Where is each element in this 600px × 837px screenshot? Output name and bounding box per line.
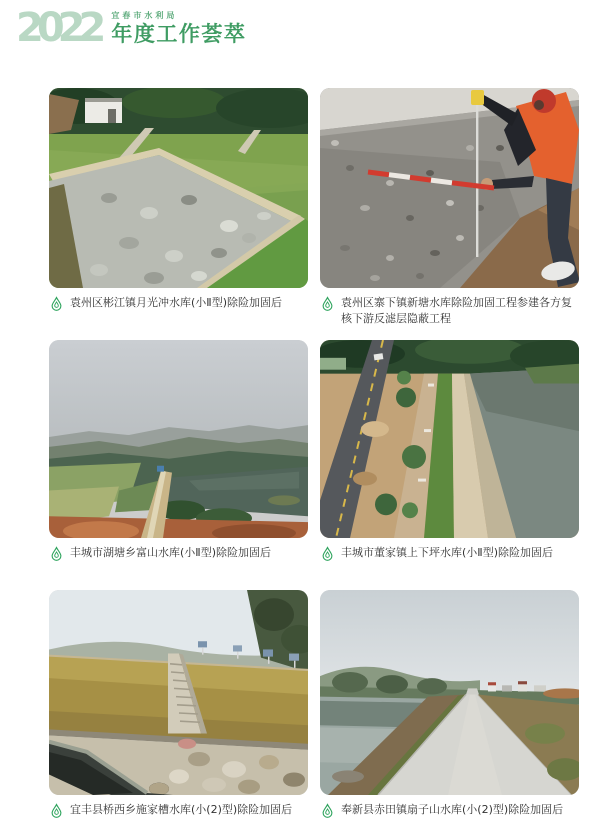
brand-text	[111, 10, 246, 45]
water-drop-icon	[320, 803, 335, 818]
caption-text: 丰城市董家镇上下坪水库(小Ⅱ型)除险加固后	[341, 546, 553, 559]
water-drop-icon	[320, 296, 335, 311]
caption-text: 袁州区寨下镇新塘水库除险加固工程参建各方复核下游反滤层隐蔽工程	[341, 296, 572, 325]
year-wordmark: 2022	[16, 5, 100, 52]
caption-text: 宜丰县桥西乡施家槽水库(小(2)型)除险加固后	[70, 803, 293, 816]
photo-caption	[49, 295, 308, 311]
photo-aerial-reservoir	[49, 340, 308, 538]
gallery-item	[320, 88, 579, 340]
water-drop-icon	[320, 546, 335, 561]
photo-worker-measuring	[320, 88, 579, 288]
photo-dam-stairway	[49, 590, 308, 795]
water-drop-icon	[49, 803, 64, 818]
page-title: 年度工作荟萃	[111, 22, 247, 46]
brand-header	[16, 5, 247, 52]
caption-text: 丰城市湖塘乡富山水库(小Ⅱ型)除险加固后	[70, 546, 271, 559]
photo-caption	[320, 545, 579, 561]
water-drop-icon	[49, 546, 64, 561]
caption-text: 袁州区彬江镇月光冲水库(小Ⅱ型)除险加固后	[70, 296, 282, 309]
photo-caption	[49, 545, 308, 561]
caption-text: 奉新县赤田镇扇子山水库(小(2)型)除险加固后	[341, 803, 564, 816]
gallery-item	[320, 590, 579, 837]
org-name: 宜春市水利局	[111, 11, 178, 20]
water-drop-icon	[49, 296, 64, 311]
photo-aerial-dam-road	[320, 340, 579, 538]
photo-gallery	[49, 88, 579, 837]
photo-caption	[320, 295, 579, 327]
photo-caption	[320, 802, 579, 818]
photo-crest-road	[320, 590, 579, 795]
gallery-item	[49, 590, 308, 837]
gallery-item	[49, 88, 308, 340]
gallery-item	[320, 340, 579, 590]
gallery-item	[49, 340, 308, 590]
photo-caption	[49, 802, 308, 818]
photo-dam-slope-riprap	[49, 88, 308, 288]
